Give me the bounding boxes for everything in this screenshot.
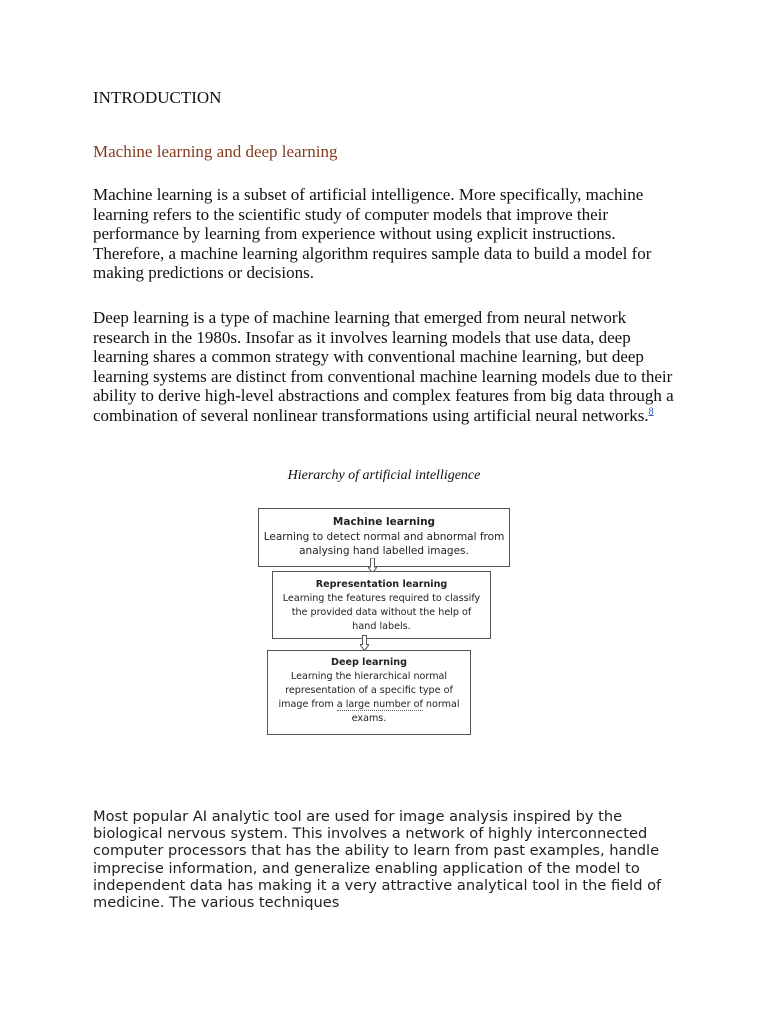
box-line: image from (278, 699, 337, 710)
box-line: representation of a specific type of (285, 685, 453, 696)
paragraph-machine-learning: Machine learning is a subset of artificial intelligence. More specifically, machine learning refers to the scientific study of computer models that improve their performance by learning from experience without using explicit instructions. Therefore, a machine learning algorithm requires sample data to build a model for making predictions or decisions. (93, 185, 652, 283)
diagram-box-representation-learning (272, 571, 491, 639)
box-line: normal (422, 699, 460, 710)
box-title-representation-learning: Representation learning (315, 579, 448, 590)
box-line: exams. (351, 713, 387, 724)
box-line: Learning to detect normal and abnormal from (263, 530, 505, 543)
paragraph-deep-learning-text: Deep learning is a type of machine learning that emerged from neural network research in the 1980s. Insofar as it involves learning models that use data, deep learning shares a common strategy with conventional machine learning, but deep learning systems are distinct from conventional machine learning models due to their ability to derive high-level abstractions and complex features from big data through a combination of several nonlinear transformations using artificial neural networks. (93, 308, 674, 425)
section-heading: Machine learning and deep learning (93, 142, 338, 161)
box-title-deep-learning: Deep learning (330, 657, 407, 668)
footnote-reference-link[interactable]: 8 (648, 406, 654, 418)
box-line: Learning the features required to classify (282, 593, 481, 604)
box-line: analysing hand labelled images. (299, 545, 469, 557)
diagram-box-machine-learning (258, 508, 510, 567)
ai-hierarchy-diagram (258, 508, 514, 738)
document-heading: INTRODUCTION (93, 88, 222, 107)
box-line: Learning the hierarchical normal (290, 671, 448, 682)
paragraph-deep-learning (93, 308, 683, 426)
figure-caption: Hierarchy of artificial intelligence (287, 468, 481, 483)
box-line: the provided data without the help of (291, 607, 472, 618)
box-line: hand labels. (352, 621, 411, 632)
box-title-machine-learning: Machine learning (332, 516, 436, 528)
paragraph-ai-analytic-tools: Most popular AI analytic tool are used for image analysis inspired by the biological nervous system. This involves a network of highly interconnected computer processors that has the ability to learn from past examples, handle imprecise information, and generalize enabling application of the model to independent data has making it a very attractive analytical tool in the field of medicine. The various techniques (93, 808, 662, 912)
diagram-box-deep-learning (267, 650, 471, 735)
box-line-underlined: a large number of (336, 699, 423, 710)
